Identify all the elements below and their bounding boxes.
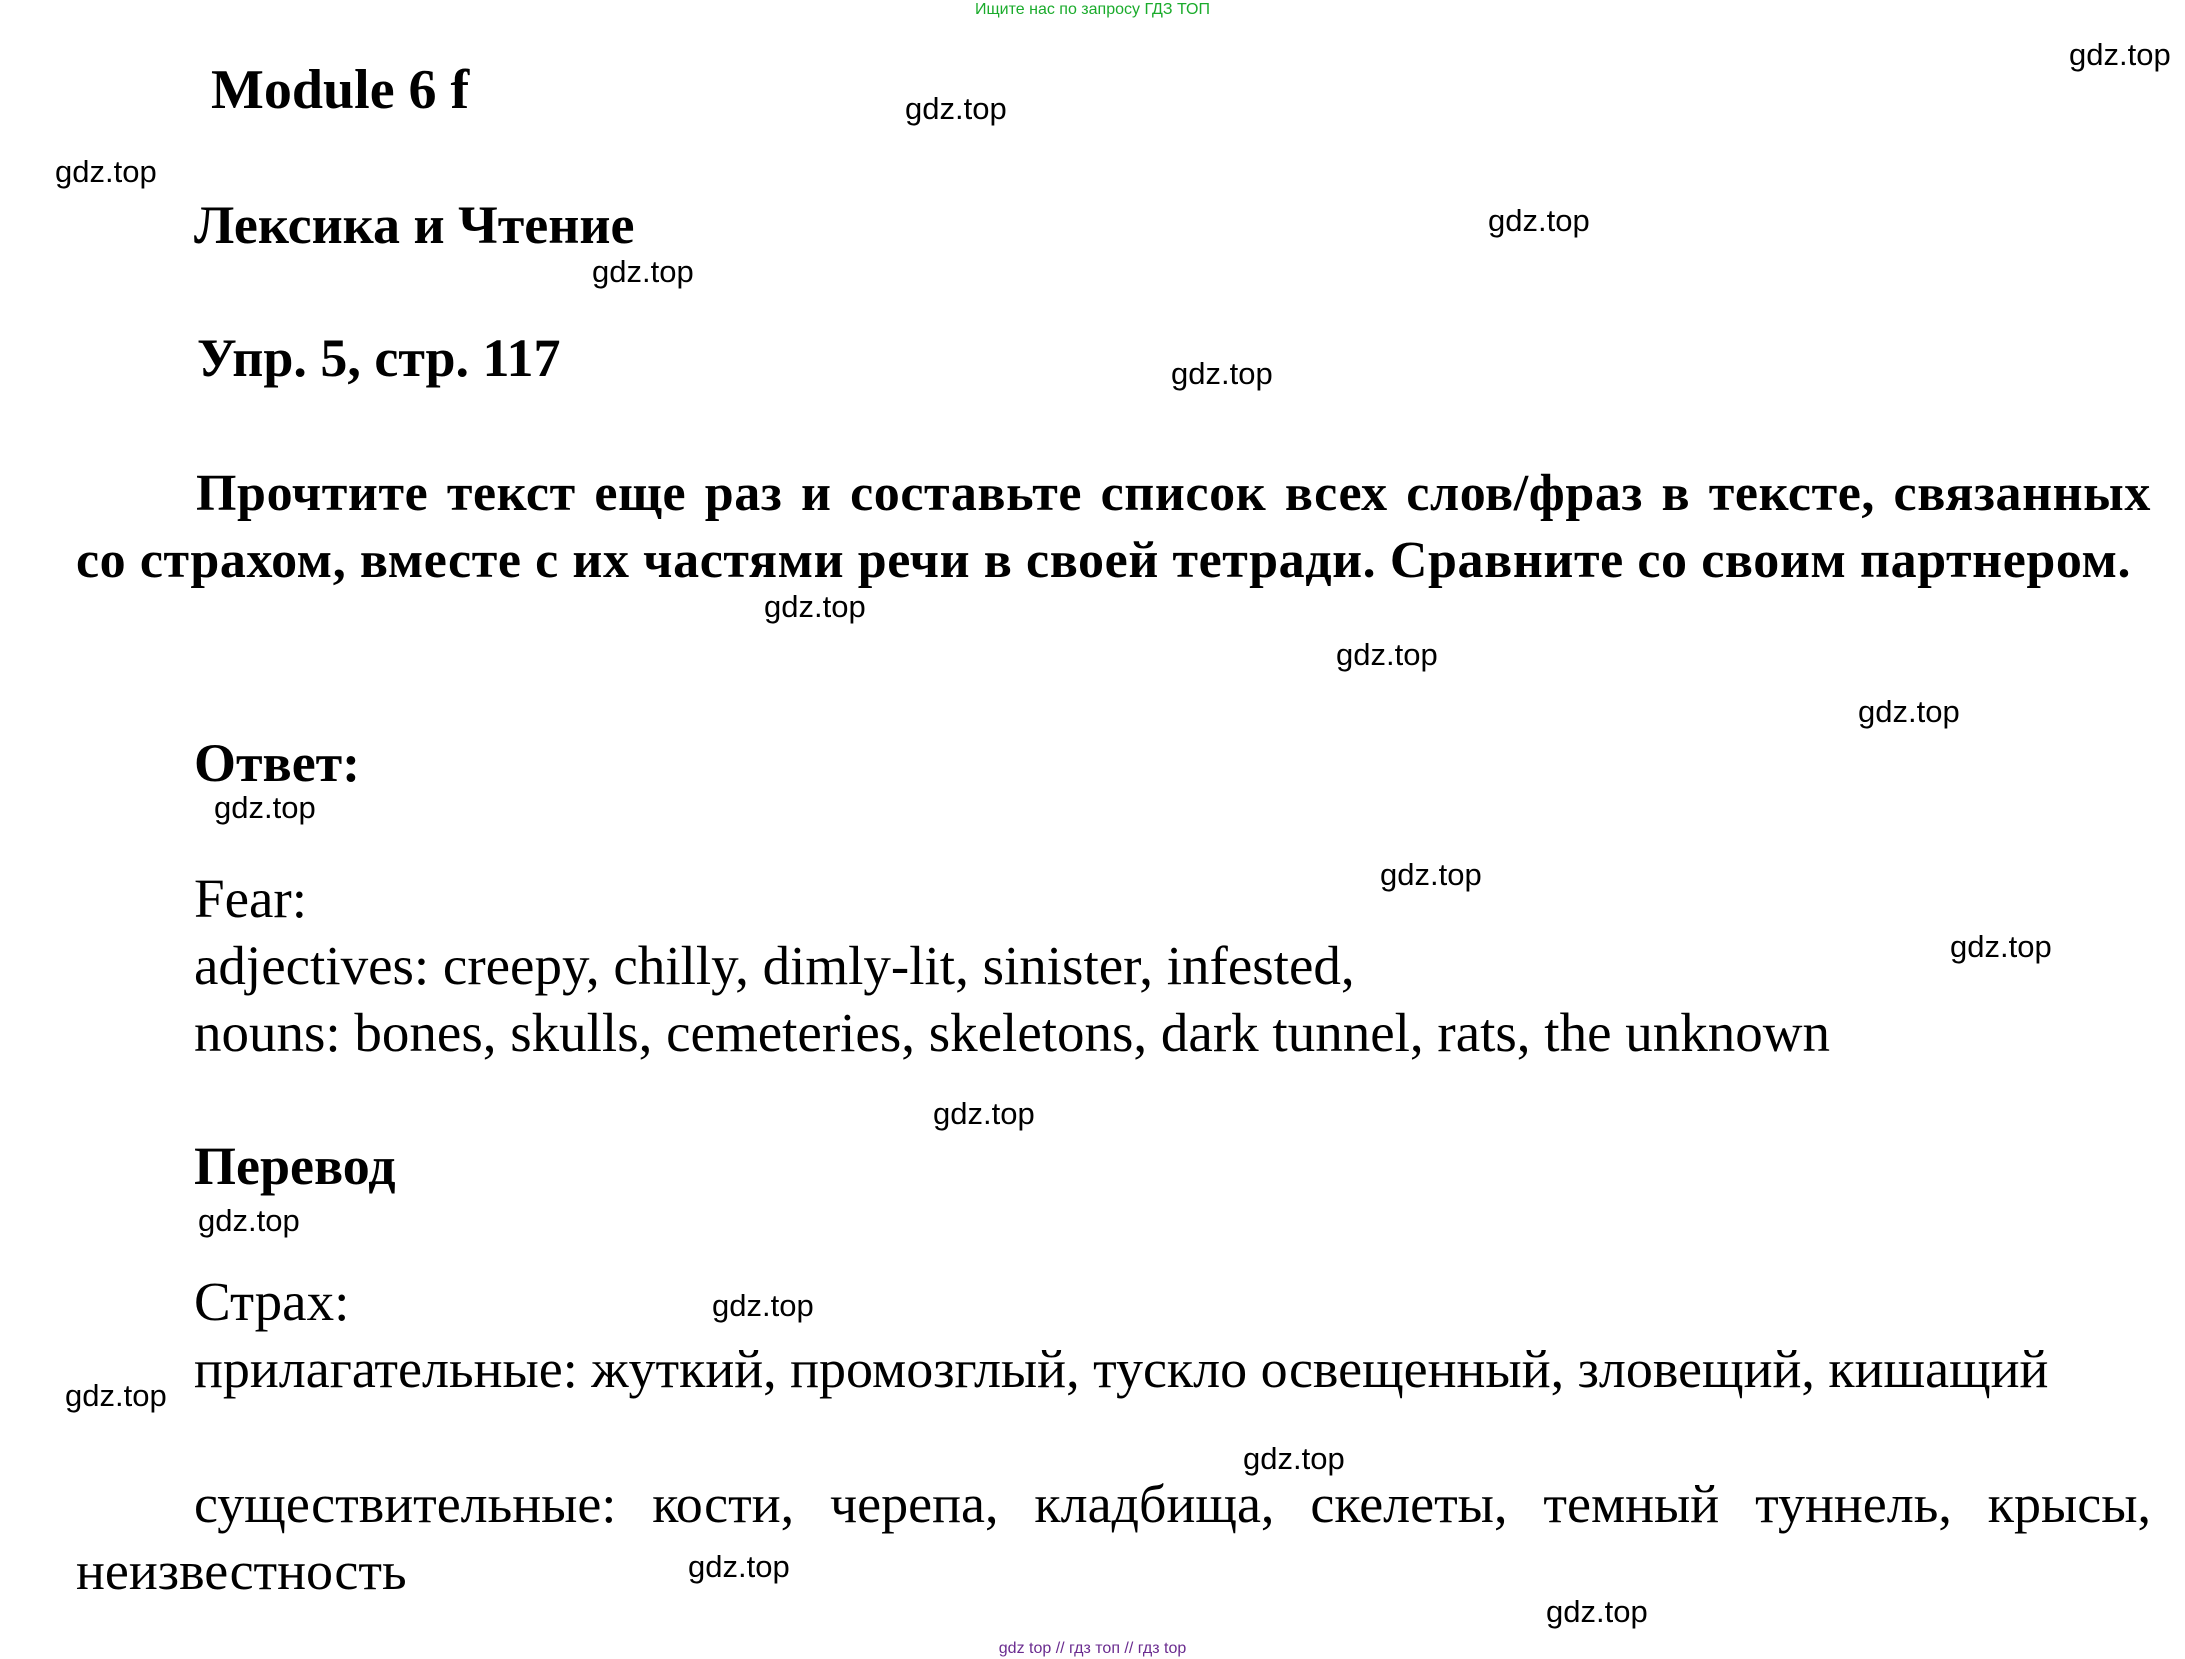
watermark: gdz.top [55,154,157,189]
translation-adjectives: прилагательные: жуткий, промозглый, тускло освещенный, зловещий, кишащий [194,1339,2049,1399]
watermark: gdz.top [1546,1594,1648,1629]
watermark: gdz.top [1488,203,1590,238]
answer-adjectives: adjectives: creepy, chilly, dimly-lit, sinister, infested, [194,935,1355,996]
translation-heading: Перевод [194,1136,396,1196]
watermark: gdz.top [1336,637,1438,672]
watermark: gdz.top [2069,37,2171,72]
answer-fear-label: Fear: [194,868,308,929]
module-title: Module 6 f [211,59,470,121]
footer-links: gdz top // гдз топ // гдз top [998,1640,1187,1657]
watermark: gdz.top [688,1549,790,1584]
watermark: gdz.top [1243,1441,1345,1476]
watermark: gdz.top [1858,694,1960,729]
answer-nouns: nouns: bones, skulls, cemeteries, skeletons, dark tunnel, rats, the unknown [194,1002,1830,1063]
watermark: gdz.top [214,790,316,825]
watermark: gdz.top [764,589,866,624]
task-instructions: Прочтите текст еще раз и составьте список всех слов/фраз в тексте, связанных со страхом, вместе с их частями речи в своей тетради. Сравните со своим партнером. [76,465,2151,589]
top-banner: Ищите нас по запросу ГДЗ ТОП [975,1,1210,18]
watermark: gdz.top [712,1288,814,1323]
watermark: gdz.top [1380,857,1482,892]
watermark: gdz.top [65,1378,167,1413]
watermark: gdz.top [933,1096,1035,1131]
translation-nouns: существительные: кости, черепа, кладбища, скелеты, темный туннель, крысы, неизвестность [76,1474,2151,1601]
answer-heading: Ответ: [194,733,361,793]
watermark: gdz.top [592,254,694,289]
watermark: gdz.top [905,91,1007,126]
translation-fear-label: Страх: [194,1271,350,1332]
watermark: gdz.top [1171,356,1273,391]
watermark: gdz.top [1950,929,2052,964]
watermark: gdz.top [198,1203,300,1238]
section-title: Лексика и Чтение [194,195,635,255]
exercise-reference: Упр. 5, стр. 117 [197,328,561,388]
